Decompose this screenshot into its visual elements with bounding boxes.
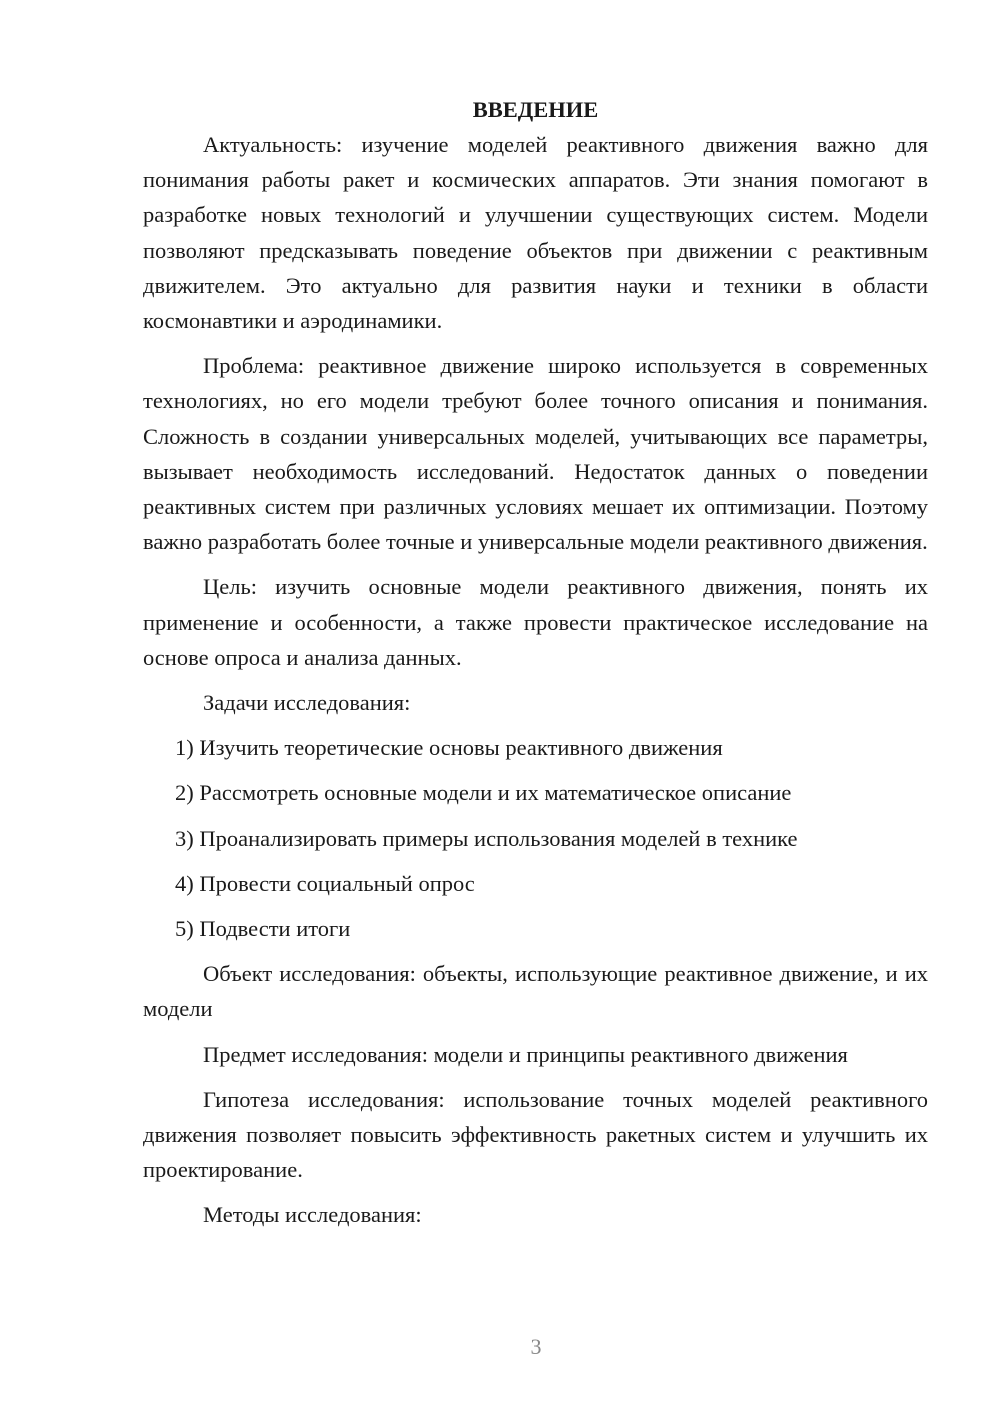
paragraph-problem: Проблема: реактивное движение широко используется в современных технологиях, но его модели требуют более точного описания и понимания. Сложность в создании универсальных моделей, учитывающих все параметры, вызывает необходимость исследований. Недостаток данных о поведении реактивных систем при различных условиях мешает их оптимизации. Поэтому важно разработать более точные и универсальные модели реактивного движения. bbox=[143, 353, 928, 555]
paragraph-object: Объект исследования: объекты, использующие реактивное движение, и их модели bbox=[143, 961, 928, 1022]
section-title: ВВЕДЕНИЕ bbox=[472, 97, 599, 122]
paragraph-goal: Цель: изучить основные модели реактивного движения, понять их применение и особенности, а также провести практическое исследование на основе опроса и анализа данных. bbox=[143, 574, 928, 670]
list-item: 4) Провести социальный опрос bbox=[175, 870, 475, 896]
paragraph-hypothesis: Гипотеза исследования: использование точных моделей реактивного движения позволяет повысить эффективность ракетных систем и улучшить их проектирование. bbox=[143, 1086, 928, 1183]
page-body bbox=[143, 92, 928, 1243]
list-item: 1) Изучить теоретические основы реактивного движения bbox=[175, 735, 723, 761]
paragraph-relevance: Актуальность: изучение моделей реактивного движения важно для понимания работы ракет и космических аппаратов. Эти знания помогают в разработке новых технологий и улучшении существующих систем. Модели позволяют предсказывать поведение объектов при движении с реактивным движителем. Это актуально для развития науки и техники в области космонавтики и аэродинамики. bbox=[143, 132, 928, 334]
tasks-list bbox=[143, 730, 928, 946]
paragraph-subject: Предмет исследования: модели и принципы реактивного движения bbox=[203, 1041, 848, 1067]
paragraph-methods-heading: Методы исследования: bbox=[203, 1202, 422, 1228]
page-number: 3 bbox=[530, 1334, 542, 1359]
list-item: 5) Подвести итоги bbox=[175, 916, 351, 942]
list-item: 3) Проанализировать примеры использования моделей в технике bbox=[175, 825, 798, 851]
list-item: 2) Рассмотреть основные модели и их математическое описание bbox=[175, 780, 792, 806]
paragraph-tasks-heading: Задачи исследования: bbox=[203, 690, 411, 716]
